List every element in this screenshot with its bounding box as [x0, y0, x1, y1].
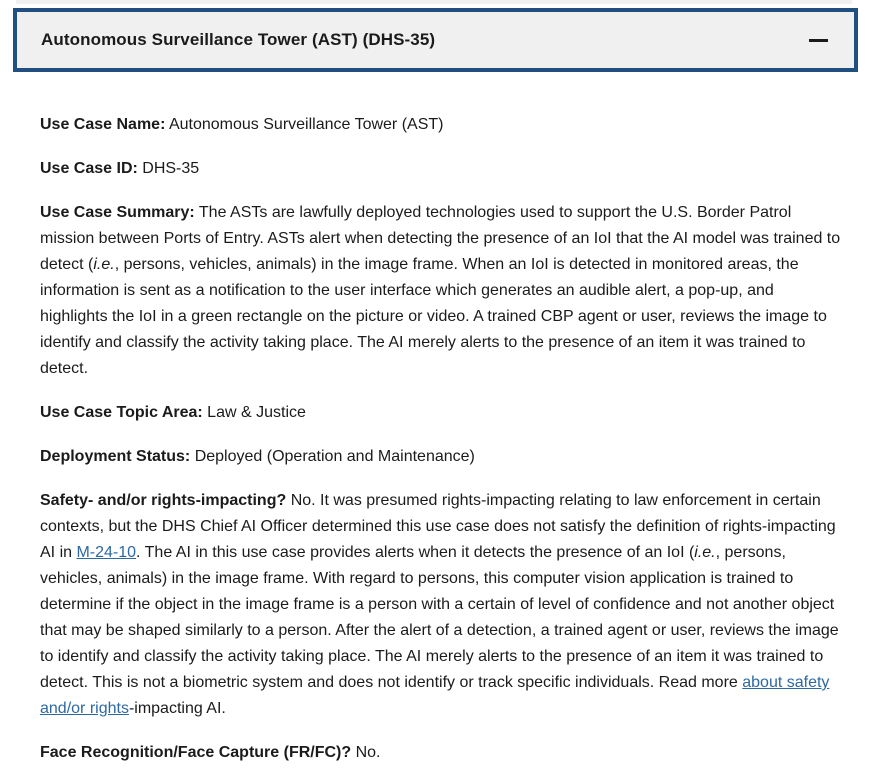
field-text: Law & Justice: [202, 404, 306, 421]
field-label: Face Recognition/Face Capture (FR/FC)?: [40, 744, 352, 761]
field-paragraph: [40, 200, 845, 382]
accordion-content: [0, 72, 884, 781]
field-paragraph: [40, 444, 845, 470]
field-text: , persons, vehicles, animals) in the image frame. When an IoI is detected in monitored areas, the information is sent as a notification to the user interface which generates an audible alert, a pop-up, and highlights the IoI in a green rectangle on the picture or video. A trained CBP agent or user, reviews the image to identify and classify the activity taking place. The AI merely alerts to the presence of an item it was trained to detect.: [40, 256, 827, 377]
field-paragraph: [40, 488, 845, 722]
field-paragraph: [40, 400, 845, 426]
field-label: Deployment Status:: [40, 448, 191, 465]
m-24-10-link[interactable]: M-24-10: [76, 544, 137, 561]
field-text: -impacting AI.: [128, 700, 226, 717]
field-text: No.: [351, 744, 381, 761]
field-text: Deployed (Operation and Maintenance): [190, 448, 475, 465]
about-safety-and-or-rights-link[interactable]: about safety and/or rights: [40, 674, 830, 717]
field-text: Autonomous Surveillance Tower (AST): [165, 116, 444, 133]
field-text: i.e.: [694, 544, 716, 561]
minus-icon: [809, 39, 828, 42]
field-text: i.e.: [93, 256, 115, 273]
field-text: The ASTs are lawfully deployed technologies used to support the U.S. Border Patrol mission between Ports of Entry. ASTs alert when detecting the presence of an IoI that the AI model was trained to detect (: [40, 204, 841, 273]
previous-accordion-edge: [16, 0, 852, 4]
field-text: No. It was presumed rights-impacting relating to law enforcement in certain contexts, but the DHS Chief AI Officer determined this use case does not satisfy the definition of rights-impacting AI in: [40, 492, 836, 561]
field-paragraph: [40, 112, 845, 138]
field-label: Use Case Name:: [40, 116, 166, 133]
field-paragraph: [40, 740, 845, 766]
accordion-toggle-button[interactable]: [13, 8, 858, 72]
field-label: Use Case ID:: [40, 160, 138, 177]
field-label: Use Case Summary:: [40, 204, 195, 221]
field-text: , persons, vehicles, animals) in the image frame. With regard to persons, this computer vision application is trained to determine if the object in the image frame is a person with a certain of level of confidence and not another object that may be shaped similarly to a person. After the alert of a detection, a trained agent or user, reviews the image to identify and classify the activity taking place. The AI merely alerts to the presence of an item it was trained to detect. This is not a biometric system and does not identify or track specific individuals. Read more: [40, 544, 839, 691]
field-paragraph: [40, 156, 845, 182]
accordion-title: Autonomous Surveillance Tower (AST) (DHS-35): [41, 30, 436, 49]
field-label: Safety- and/or rights-impacting?: [40, 492, 287, 509]
field-text: DHS-35: [137, 160, 200, 177]
field-label: Use Case Topic Area:: [40, 404, 203, 421]
field-text: . The AI in this use case provides alerts when it detects the presence of an IoI (: [136, 544, 695, 561]
